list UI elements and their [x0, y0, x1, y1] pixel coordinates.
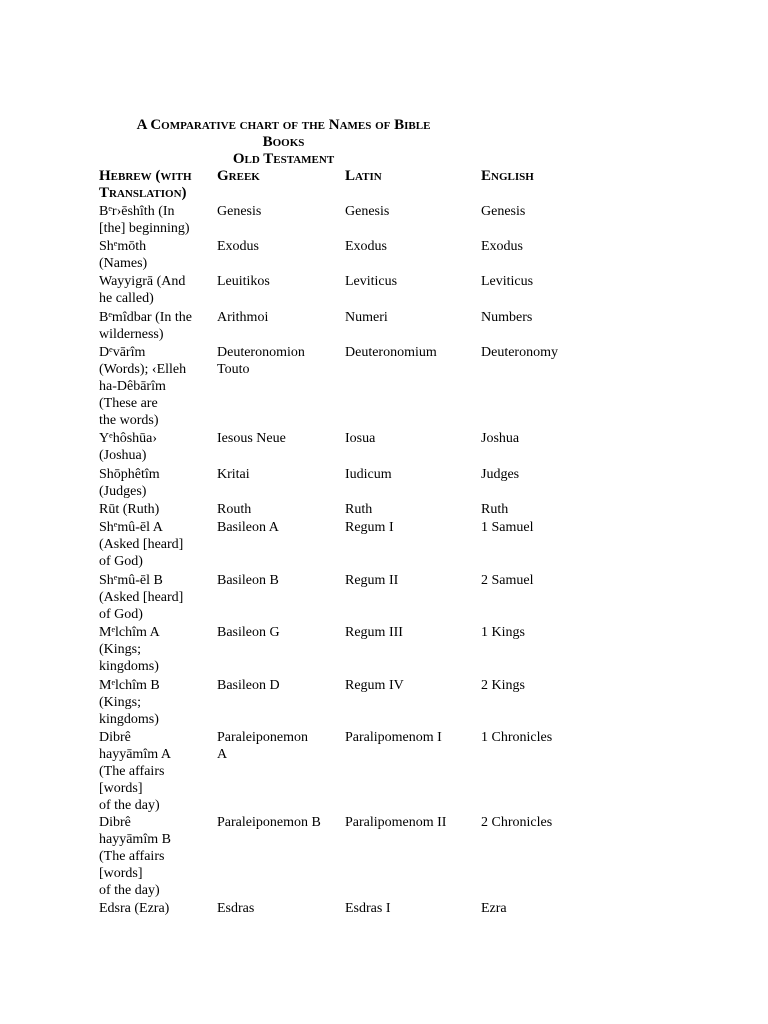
latin-name: Paralipomenom II — [345, 815, 447, 830]
latin-name: Ruth — [345, 502, 373, 517]
greek-name: Exodus — [217, 239, 259, 254]
column-header-hebrew: Hebrew (with Translation) — [99, 168, 192, 201]
greek-name: Paraleiponemon B — [217, 815, 321, 830]
latin-name: Regum IV — [345, 678, 404, 693]
hebrew-name: Dibrê hayyāmîm A (The affairs [words] of the day) — [99, 730, 171, 813]
english-name: 2 Samuel — [481, 573, 534, 588]
greek-name: Routh — [217, 502, 252, 517]
hebrew-name: Shᵉmû-ēl A (Asked [heard] of God) — [99, 520, 184, 569]
latin-name: Iudicum — [345, 467, 392, 482]
greek-name: Basileon A — [217, 520, 279, 535]
latin-name: Exodus — [345, 239, 387, 254]
greek-name: Kritai — [217, 467, 250, 482]
column-header-greek: Greek — [217, 168, 260, 184]
greek-name: Iesous Neue — [217, 431, 286, 446]
english-name: 1 Samuel — [481, 520, 534, 535]
hebrew-name: Bᵉmîdbar (In the wilderness) — [99, 310, 193, 342]
latin-name: Genesis — [345, 204, 390, 219]
greek-name: Genesis — [217, 204, 262, 219]
hebrew-name: Shōphêtîm (Judges) — [99, 467, 160, 499]
english-name: Leviticus — [481, 274, 534, 289]
hebrew-name: Shᵉmōth (Names) — [99, 239, 148, 271]
english-name: 2 Chronicles — [481, 815, 553, 830]
latin-name: Regum I — [345, 520, 394, 535]
chart-title: A Comparative chart of the Names of Bible — [136, 117, 431, 133]
hebrew-name: Wayyigrā (And he called) — [99, 274, 186, 306]
latin-name: Esdras I — [345, 901, 391, 916]
hebrew-name: Mᵉlchîm B (Kings; kingdoms) — [99, 678, 160, 727]
hebrew-name: Mᵉlchîm A (Kings; kingdoms) — [99, 625, 160, 674]
hebrew-name: Dibrê hayyāmîm B (The affairs [words] of the day) — [99, 815, 171, 898]
latin-name: Numeri — [345, 310, 388, 325]
section-heading-old-testament: Old Testament — [232, 151, 335, 167]
hebrew-name: Yᵉhôshūa› (Joshua) — [99, 431, 158, 463]
english-name: Judges — [481, 467, 520, 482]
latin-name: Leviticus — [345, 274, 398, 289]
greek-name: Esdras — [217, 901, 255, 916]
english-name: Deuteronomy — [481, 345, 558, 360]
latin-name: Regum III — [345, 625, 403, 640]
english-name: Genesis — [481, 204, 526, 219]
hebrew-name: Rūt (Ruth) — [99, 502, 160, 517]
greek-name: Basileon G — [217, 625, 280, 640]
greek-name: Leuitikos — [217, 274, 270, 289]
greek-name: Basileon B — [217, 573, 279, 588]
english-name: 1 Chronicles — [481, 730, 553, 745]
column-header-english: English — [481, 168, 534, 184]
greek-name: Paraleiponemon A — [217, 730, 308, 762]
english-name: Ezra — [481, 901, 507, 916]
english-name: 1 Kings — [481, 625, 525, 640]
greek-name: Basileon D — [217, 678, 280, 693]
latin-name: Regum II — [345, 573, 399, 588]
english-name: Numbers — [481, 310, 533, 325]
column-header-latin: Latin — [345, 168, 382, 184]
english-name: Joshua — [481, 431, 520, 446]
english-name: Exodus — [481, 239, 523, 254]
chart-title-books: Books — [262, 134, 305, 150]
hebrew-name: Dᵉvārîm (Words); ‹Elleh ha-Dêbārîm (These are the words) — [99, 345, 187, 428]
english-name: Ruth — [481, 502, 509, 517]
latin-name: Iosua — [345, 431, 376, 446]
greek-name: Arithmoi — [217, 310, 269, 325]
english-name: 2 Kings — [481, 678, 525, 693]
latin-name: Deuteronomium — [345, 345, 437, 360]
hebrew-name: Shᵉmû-ēl B (Asked [heard] of God) — [99, 573, 184, 622]
latin-name: Paralipomenom I — [345, 730, 442, 745]
hebrew-name: Edsra (Ezra) — [99, 901, 170, 916]
greek-name: Deuteronomion Touto — [217, 345, 305, 377]
hebrew-name: Bᵉr›ēshîth (In [the] beginning) — [99, 204, 190, 236]
